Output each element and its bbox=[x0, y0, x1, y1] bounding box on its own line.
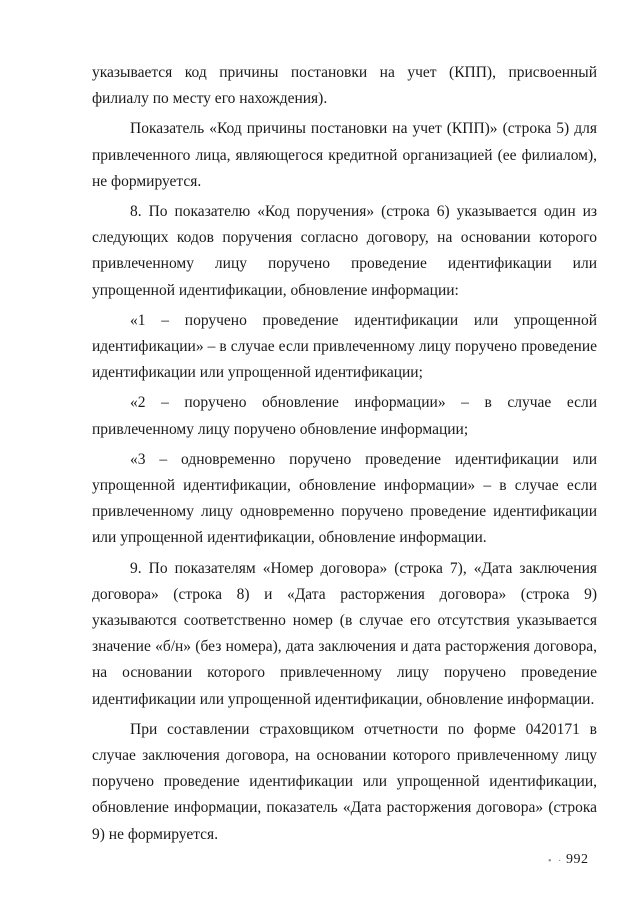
paragraph-code-2: «2 – поручено обновление информации» – в случае если привлеченному лицу поручено обновление информации; bbox=[92, 394, 597, 438]
paragraph-kpp-branch: указывается код причины постановки на учет (КПП), присвоенный филиалу по месту его нахождения). bbox=[92, 64, 597, 108]
paragraph-code-3: «3 – одновременно поручено проведение идентификации или упрощенной идентификации, обновление информации» – в случае если привлеченному лицу одновременно поручено проведение идентификации или упрощенной идентификации, обновление информации. bbox=[92, 450, 597, 547]
paragraph-code-1: «1 – поручено проведение идентификации или упрощенной идентификации» – в случае если привлеченному лицу поручено проведение идентификации или упрощенной идентификации; bbox=[92, 311, 597, 382]
paragraph-form-0420171: При составлении страховщиком отчетности по форме 0420171 в случае заключения договора, на основании которого привлеченному лицу поручено проведение идентификации или упрощенной идентификации, обновление информации, показатель «Дата расторжения договора» (строка 9) не формируется. bbox=[92, 720, 597, 843]
page-number: 992 bbox=[566, 852, 589, 867]
scan-mark: • · bbox=[548, 856, 564, 867]
paragraph-item-8: 8. По показателю «Код поручения» (строка 6) указывается один из следующих кодов поручения согласно договору, на основании которого привлеченному лицу поручено проведение идентификации или упрощенной идентификации, обновление информации: bbox=[92, 203, 597, 299]
paragraph-item-9: 9. По показателям «Номер договора» (строка 7), «Дата заключения договора» (строка 8) и «Дата расторжения договора» (строка 9) указываются соответственно номер (в случае его отсутствия указывается значение «б/н» (без номера), дата заключения и дата расторжения договора, на основании которого привлеченному лицу поручено проведение идентификации или упрощенной идентификации, обновление информации. bbox=[92, 559, 597, 708]
paragraph-kpp-credit-org: Показатель «Код причины постановки на учет (КПП)» (строка 5) для привлеченного лица, являющегося кредитной организацией (ее филиалом), не формируется. bbox=[92, 120, 597, 190]
document-body bbox=[92, 60, 597, 852]
